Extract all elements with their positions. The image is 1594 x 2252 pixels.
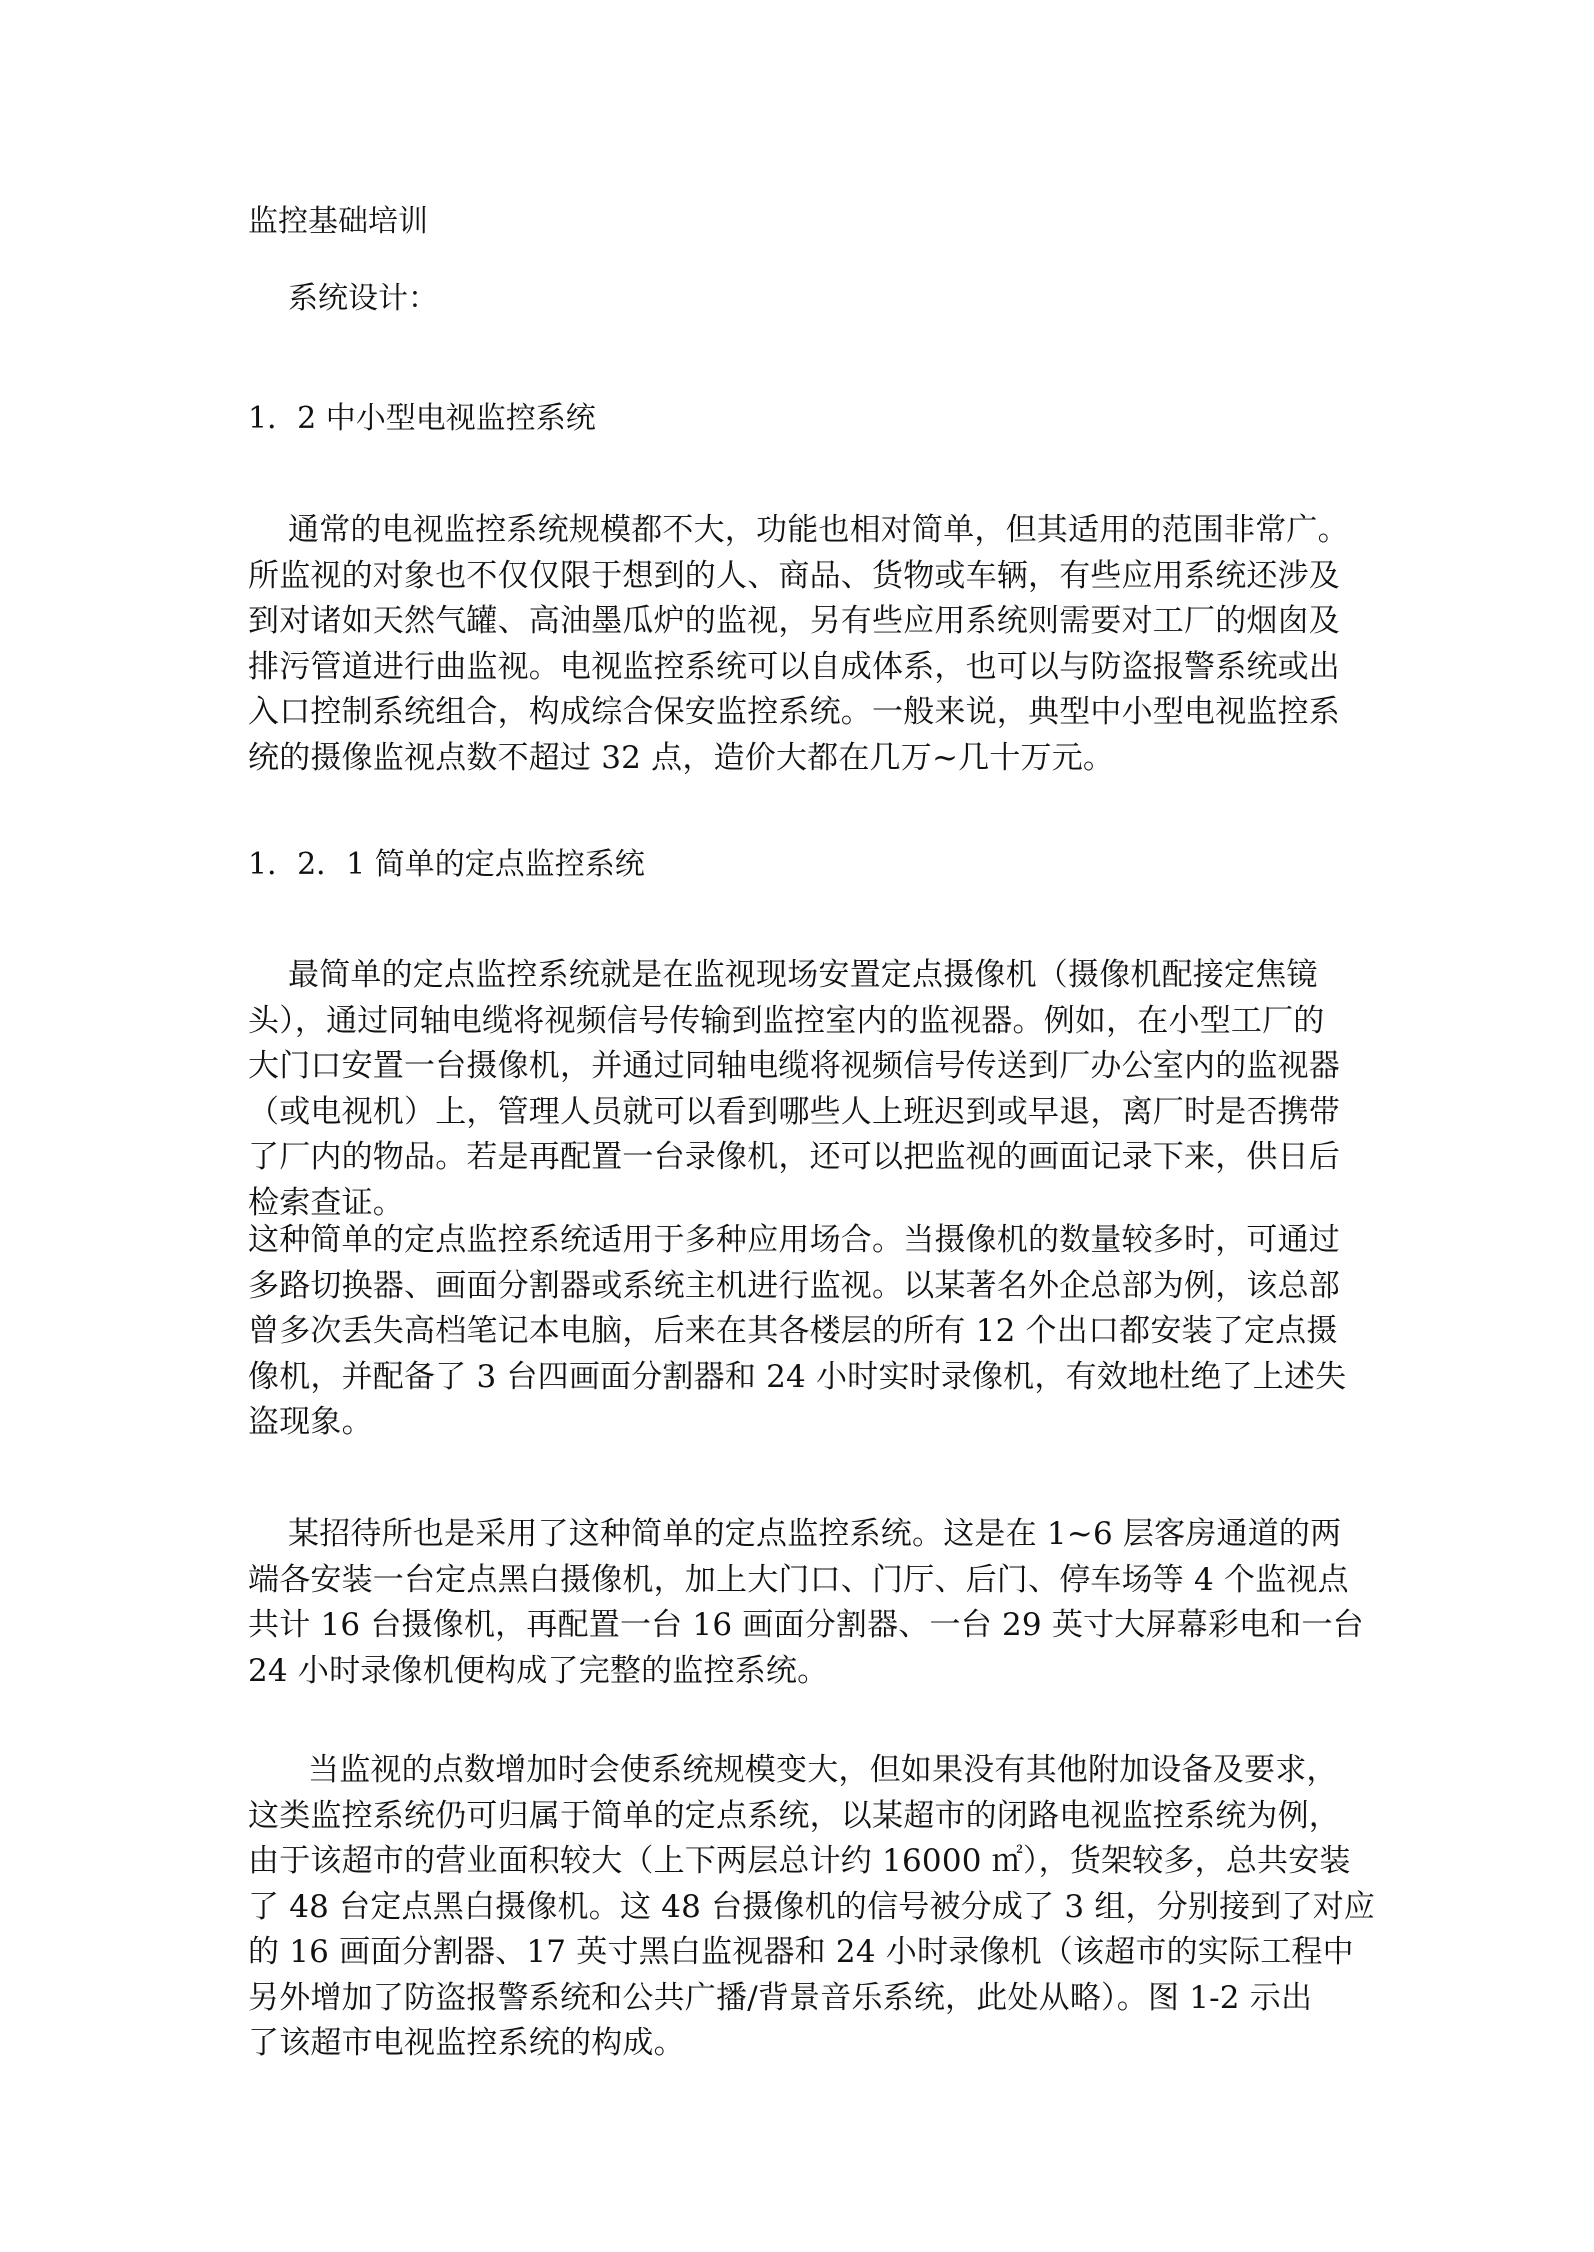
paragraph-5-line: 由于该超市的营业面积较大（上下两层总计约 16000 ㎡），货架较多，总共安装 [248,1843,1351,1879]
paragraph-1-line: 入口控制系统组合，构成综合保安监控系统。一般来说，典型中小型电视监控系 [248,694,1340,730]
paragraph-3-line: 像机，并配备了 3 台四画面分割器和 24 小时实时录像机，有效地杜绝了上述失 [248,1359,1347,1395]
paragraph-1-line: 到对诸如天然气罐、高油墨瓜炉的监视，另有些应用系统则需要对工厂的烟囱及 [248,603,1340,639]
paragraph-3-line: 曾多次丢失高档笔记本电脑，后来在其各楼层的所有 12 个出口都安装了定点摄 [248,1313,1338,1349]
heading-section-1-2-1: 1．2．1 简单的定点监控系统 [248,847,645,882]
paragraph-3-line: 这种简单的定点监控系统适用于多种应用场合。当摄像机的数量较多时，可通过 [248,1222,1340,1258]
heading-section-1-2: 1．2 中小型电视监控系统 [248,401,596,436]
paragraph-1-line: 所监视的对象也不仅仅限于想到的人、商品、货物或车辆，有些应用系统还涉及 [248,558,1340,594]
paragraph-5-line: 这类监控系统仍可归属于简单的定点系统，以某超市的闭路电视监控系统为例， [248,1798,1340,1834]
paragraph-1-line: 通常的电视监控系统规模都不大，功能也相对简单，但其适用的范围非常广。 [288,512,1349,548]
paragraph-2-line: 头），通过同轴电缆将视频信号传输到监控室内的监视器。例如，在小型工厂的 [248,1003,1325,1039]
paragraph-2-line: （或电视机）上，管理人员就可以看到哪些人上班迟到或早退，离厂时是否携带 [248,1094,1340,1130]
paragraph-5-line: 的 16 画面分割器、17 英寸黑白监视器和 24 小时录像机（该超市的实际工程中 [248,1934,1354,1970]
document-title: 监控基础培训 [248,204,428,239]
paragraph-4-line: 共计 16 台摄像机，再配置一台 16 画面分割器、一台 29 英寸大屏幕彩电和一台 [248,1607,1364,1643]
paragraph-4-line: 某招待所也是采用了这种简单的定点监控系统。这是在 1~6 层客房通道的两 [288,1516,1342,1552]
paragraph-4-line: 24 小时录像机便构成了完整的监控系统。 [248,1653,829,1689]
paragraph-2-line: 了厂内的物品。若是再配置一台录像机，还可以把监视的画面记录下来，供日后 [248,1139,1340,1175]
paragraph-2-line: 检索查证。 [248,1185,404,1221]
paragraph-1-line: 排污管道进行曲监视。电视监控系统可以自成体系，也可以与防盗报警系统或出 [248,649,1340,685]
section-label: 系统设计： [288,281,438,316]
paragraph-4-line: 端各安装一台定点黑白摄像机，加上大门口、门厅、后门、停车场等 4 个监视点 [248,1562,1349,1598]
paragraph-3-line: 多路切换器、画面分割器或系统主机进行监视。以某著名外企总部为例，该总部 [248,1268,1340,1304]
paragraph-5-line: 了该超市电视监控系统的构成。 [248,2025,685,2061]
paragraph-5-line: 了 48 台定点黑白摄像机。这 48 台摄像机的信号被分成了 3 组，分别接到了对应 [248,1889,1376,1925]
paragraph-3-line: 盗现象。 [248,1404,373,1440]
paragraph-5-line: 另外增加了防盗报警系统和公共广播/背景音乐系统，此处从略）。图 1-2 示出 [248,1980,1313,2016]
paragraph-1-line: 统的摄像监视点数不超过 32 点，造价大都在几万~几十万元。 [248,740,1115,776]
paragraph-2-line: 最简单的定点监控系统就是在监视现场安置定点摄像机（摄像机配接定焦镜 [288,957,1318,993]
paragraph-5-line: 当监视的点数增加时会使系统规模变大，但如果没有其他附加设备及要求， [308,1752,1338,1788]
paragraph-2-line: 大门口安置一台摄像机，并通过同轴电缆将视频信号传送到厂办公室内的监视器 [248,1048,1340,1084]
